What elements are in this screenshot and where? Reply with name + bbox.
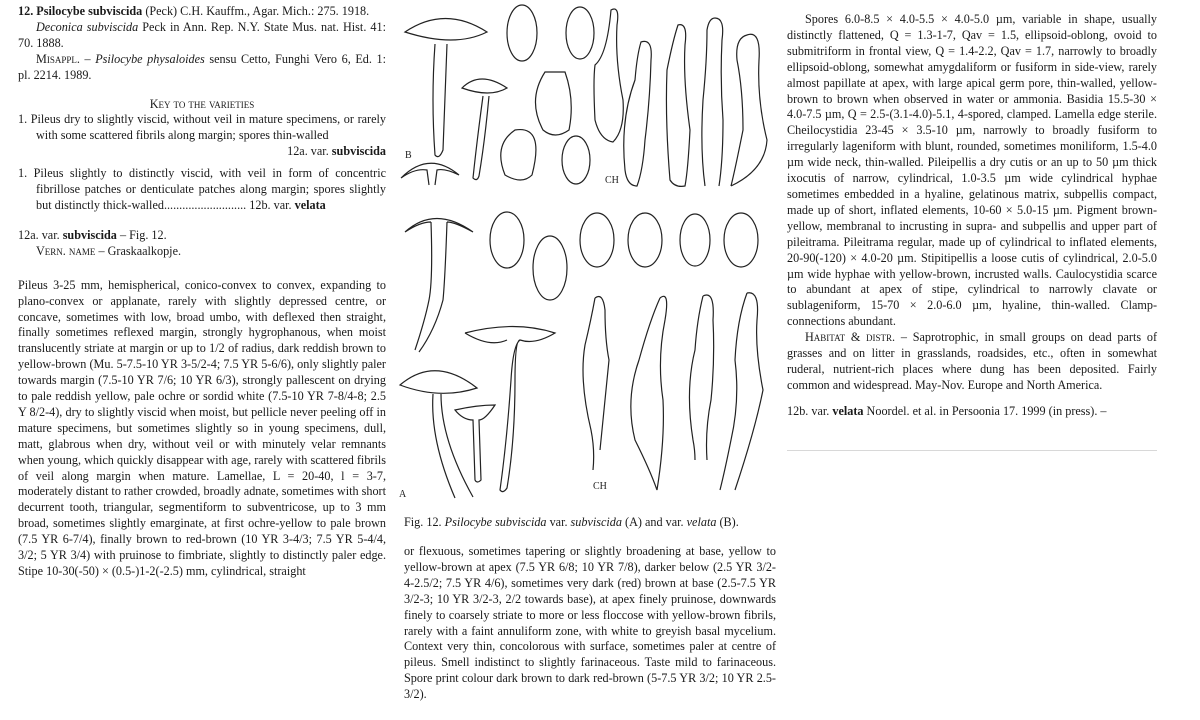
caption-species: Psilocybe subviscida (444, 515, 547, 529)
velata-citation: Noordel. et al. in Persoonia 17. 1999 (in press). – (863, 403, 1107, 418)
key-lead-text: 1. Pileus dry to slightly viscid, without veil in mature specimens, or rarely with some scattered fibrils along margin; spores thin-walled (18, 112, 386, 143)
page-crop-edge (787, 450, 1157, 451)
key-lead (18, 166, 386, 214)
section-b (401, 163, 459, 185)
caption-b-text: (B). (716, 515, 739, 529)
key-couplet-2 (18, 166, 386, 214)
habitat-text: – Saprotrophic, in small groups on dead parts of grasses and on litter in grasslands, roadsides, etc., often in somewhat ruderal, nutrient-rich places where dung has been deposited. Fairly common and widespread. May-Nov. Europe and North America. (787, 330, 1158, 392)
habitat-distribution (787, 330, 1157, 394)
key-target-name: subviscida (331, 144, 386, 159)
caption-var-a: subviscida (570, 515, 622, 529)
label-a: A (399, 489, 407, 500)
misappl-citation: sensu Cetto, Funghi Vero 6, Ed. 1: pl. 2214. 1989. (18, 51, 387, 82)
vern-label: Vern. name (36, 243, 96, 258)
micro-description: Spores 6.0-8.5 × 4.0-5.5 × 4.0-5.0 µm, variable in shape, usually distinctly flattened, Q = 1.3-1-7, Qav = 1.5, ellipsoid-oblong, ovoid to submitriform in frontal view, Q = 1.4-2.2, Qav = 1.7, narrowly to broadly ellipsoid-oblong, somewhat amygdaliform or fusiform in side-view, rarely almost papillate at apex, with large apical germ pore, thin-walled, yellow-brown to brown when observed in water or ammonia. Basidia 15.5-30 × 4.0-7.5 µm, Q = 2.5-(3.1-4.0)-5.1, 4-spored, clamped. Lamella edge sterile. Cheilocystidia 23-45 × 3.5-10 µm, narrowly to broadly fusiform to irregularly lageniform with blunt, rounded, sometimes moniliform, 1.5-4.0 µm wide neck, thin-walled. Pileipellis a dry cutis or an up to 50 µm thick ixocutis of narrow, cylindrical, 1.0-3.5 µm wide cylindrical hyphae sometimes embedded in a hyaline, gelatinous matrix, subpellis compact, made up of short, inflated elements, 10-60 × 5.0-15 µm. Pigment brown-yellow, membranal to incrusting in supra- and subpellis and upper part of pileitrama. Pileitrama regular, made up of cylindrical to inflated elements, 20-90(-120) × 4.0-20 µm. Stipitipellis a loose cutis of cylindrical, 2.0-5.0 µm wide hyphae with yellow-brown, incrusted walls. Caulocystidia scarce to abundant at apex of stipe, cylindrical to narrowly clavate or sublageniform, 15-70 × 2.0-6.0 µm, hyaline, thin-walled. Clamp-connections abundant. (787, 12, 1157, 329)
figure-illustration (395, 0, 785, 500)
species-name: Psilocybe subviscida (36, 4, 143, 18)
spores-b (501, 5, 594, 184)
section-a-top (405, 219, 473, 353)
velata-name: velata (832, 403, 864, 418)
variety-prefix: 12a. var. (18, 227, 63, 242)
misappl-name: Psilocybe physaloides (95, 51, 205, 66)
caption-fig-number: Fig. 12. (404, 515, 445, 529)
label-ch-top: CH (605, 175, 619, 186)
variety-name: subviscida (62, 227, 117, 242)
macro-description: Pileus 3-25 mm, hemispherical, conico-convex to convex, expanding to plano-convex or applanate, rarely with slightly depressed centre, or concave, sometimes with low, broad umbo, with deflexed then straight, finally sometimes reflexed margin, strongly hygrophanous, when moist translucently striate at margin or up to 1/2 of radius, dark reddish brown to yellow-brown (Mu. 5-7.5-10 YR 3-5/2-4; 7.5 YR 5-6/6), only slightly paler towards margin (7.5-10 YR 7/6; 10 YR 6/3), strongly pallescent on drying to pale reddish yellow, pale ochre or sordid white (7.5-10 YR 7-8/4-8; 2.5 Y 8/2-4), dry to slightly viscid when moist, but pellicle never peeling off in mature specimens, but sometimes slightly so in young specimens, dull, matt, glabrous when dry, without veil or with minutely velar remnants when young, which quickly disappear with age, rarely with scattered fibrils of veil along margin when mature. Lamellae, L = 20-40, l = 3-7, moderately distant to rather crowded, broadly adnate, sometimes with short decurrent tooth, triangular, segmentiform to subventricose, up to 3 mm broad, sometimes slightly emarginate, at first ochre-yellow to pale brown (7.5 YR 6-7/4), finally brown to red-brown (10 YR 3-4/3; 7.5 YR 5-4/4, 3/2; 5 YR 3/4) with pruinose to fimbriate, slightly to distinctly paler edge. Stipe 10-30(-50) × (0.5-)1-2(-2.5) mm, cylindrical, straight (18, 277, 386, 578)
species-heading (18, 4, 386, 20)
velata-prefix: 12b. var. (787, 403, 833, 418)
fruitbody-b-small (462, 79, 507, 180)
caption-var-b: velata (686, 515, 717, 529)
misappl-dash: – (79, 51, 96, 66)
cheilocystidia-b (594, 9, 767, 186)
key-target-prefix: 12a. var. (287, 144, 332, 159)
label-b: B (405, 150, 412, 161)
velata-heading (787, 404, 1157, 420)
variety-fig-ref: – Fig. 12. (116, 227, 167, 242)
figure-12 (395, 0, 785, 500)
fruitbody-b-large (405, 19, 487, 157)
variety-heading (18, 228, 386, 244)
key-lead-target (18, 144, 386, 160)
basionym (18, 20, 386, 52)
species-authority: (Peck) C.H. Kauffm., Agar. Mich.: 275. 1918. (142, 4, 370, 18)
key-couplet-1 (18, 112, 386, 160)
key-title: Key to the varieties (149, 96, 255, 111)
stipe-continuation: or flexuous, sometimes tapering or slightly broadening at base, yellow to yellow-brown at apex (7.5 YR 6/8; 10 YR 7/8), darker below (2.5 YR 3/2-4-2.5/2; 7.5 YR 4/6), sometimes very dark (red) brown at base (2.5-7.5 YR 3/2-3; 10 YR 3/2-3, 2/2 towards base), at apex finely pruinose, downwards finely to coarsely striate to more or less floccose with yellow-brown fibrils, rarely with a faint annuliform zone, with white to greyish basal mycelium. Context very thin, concolorous with surface, sometimes paler at centre of pileus. Smell indistinct to slightly farinaceous. Taste mild to farinaceous. Spore print colour dark brown to dark red-brown (5-7.5 YR 3/2; 10 YR 2.5-3/2). (404, 544, 776, 702)
basionym-citation: Peck in Ann. Rep. N.Y. State Mus. nat. Hist. 41: 70. 1888. (18, 19, 386, 50)
key-target-prefix: 12b. var. (249, 197, 295, 212)
section-a-small (455, 405, 495, 482)
label-ch-bottom: CH (593, 481, 607, 492)
fruitbody-a-cap (400, 371, 477, 498)
figure-caption (404, 515, 784, 530)
misappl-label: Misappl. (36, 51, 80, 66)
key-lead-text: 1. Pileus slightly to distinctly viscid, with veil in form of concentric fibrillose patches or denticulate patches along margin; spores slightly but distinctly thick-walled........................... (18, 166, 386, 212)
cheilocystidia-a (583, 293, 763, 490)
basionym-name: Deconica subviscida (36, 19, 139, 34)
spores-a (490, 212, 758, 300)
vernacular-name (18, 244, 386, 260)
key-target-name: velata (294, 197, 326, 212)
misapplication (18, 52, 386, 84)
right-column (787, 12, 1157, 420)
fruitbody-a-section (465, 327, 555, 492)
caption-a-text: (A) and var. (622, 515, 687, 529)
vern-value: – Graskaalkopje. (95, 243, 182, 258)
caption-var-word: var. (546, 515, 571, 529)
left-column (18, 4, 386, 580)
habitat-label: Habitat & distr. (805, 330, 896, 345)
species-number: 12. (18, 4, 34, 18)
middle-column (404, 544, 776, 703)
